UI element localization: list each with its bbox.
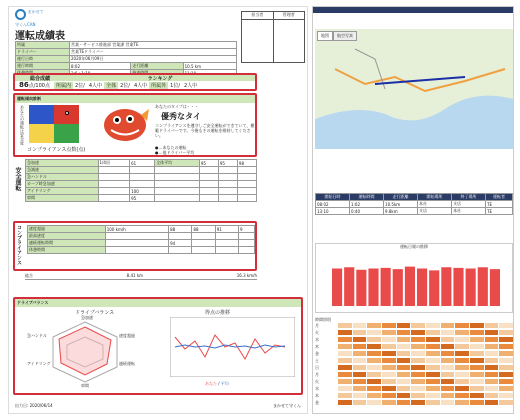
heatmap-cell [353,393,367,398]
rank-label: 所属内 [55,82,71,89]
heatmap-cell [353,323,367,328]
heatmap-cell [367,344,381,349]
heatmap-cell [338,330,352,335]
cell: 本社 [418,201,452,208]
heatmap-cell [353,337,367,342]
metric-score: 95 [130,195,155,202]
metric-score: 61 [130,160,155,167]
heatmap-cell [353,365,367,370]
trend-chart [170,317,295,377]
heatmap-cell [441,323,455,328]
summary-box [13,73,257,91]
radar-chart [45,317,125,387]
table-row[interactable] [316,201,513,208]
col-score: 98 [237,160,256,167]
heatmap-cell [353,386,367,391]
rank-count: 2人中 [184,82,198,89]
heatmap-cell [382,358,396,363]
col-header: 開始場所 [418,194,452,201]
heatmap-cell [397,351,411,356]
rank-value: 2位/ [120,82,130,89]
heatmap-cell [353,344,367,349]
box-label: 担当者 [242,12,274,19]
metric-score: 100 [130,188,155,195]
heatmap-cell [411,358,425,363]
info-value: 11:10 [183,70,236,77]
heatmap-cell [455,379,469,384]
radar-label: 連続運転 [119,361,135,366]
metric-score: 94 [169,240,192,247]
heatmap-cell [382,344,396,349]
type-name: 優秀なタイ [161,112,201,121]
y-axis-label: あなたの運転は安全度 [20,105,25,145]
heatmap-row-label: 月 [315,372,319,377]
radar-label: アイドリング [27,361,51,366]
heatmap-cell [338,344,352,349]
page-title: 運転成績表 [15,31,65,42]
heatmap-cell [499,393,513,398]
heatmap-cell [426,365,440,370]
cell: 10.5km [384,201,418,208]
heatmap-row-label: 月 [315,323,319,328]
heatmap-cell [397,379,411,384]
heatmap-cell [426,351,440,356]
heatmap-cell [426,379,440,384]
heatmap-cell [485,330,499,335]
metric-name: 急加速 [26,160,99,167]
heatmap-cell [397,400,411,405]
map-panel [315,29,513,149]
heatmap-cell [397,358,411,363]
bar [344,267,354,306]
heatmap-cell [367,393,381,398]
footer: 出力日: 2020/06/14 まかせて守くん [15,403,301,408]
heatmap-cell [367,330,381,335]
heatmap-cell [441,400,455,405]
heatmap-cell [397,330,411,335]
trend-legend: あなた / 平均 [205,381,229,386]
evaluation-heading: 運転傾向診断 [15,95,255,103]
heatmap [315,317,513,411]
metric-name: 休憩時間 [28,247,106,254]
legend-a: あなた [205,381,217,386]
metric-name: 速度超過 [28,226,106,233]
heatmap-cell [441,337,455,342]
heatmap-cell [485,372,499,377]
heatmap-cell [470,372,484,377]
heatmap-cell [499,323,513,328]
mascot-icon [101,103,149,145]
type-prefix: あなたのタイプは・・・ [155,104,199,109]
heatmap-cell [441,365,455,370]
heatmap-cell [499,379,513,384]
rank-label: 全体 [106,82,117,89]
heatmap-cell [470,323,484,328]
heatmap-cell [367,386,381,391]
heatmap-cell [382,330,396,335]
legend-avg: ●…他ドライバー平均 [155,150,195,155]
radar-label: 急加速 [81,315,93,320]
heatmap-cell [367,400,381,405]
radar-label: 速度超過 [119,333,135,338]
metric-name: 急減速 [26,167,99,174]
total-score: 86 [19,81,29,89]
heatmap-cell [397,337,411,342]
logo: まかせて 守くんCAN [15,9,44,27]
col-header: 走行距離 [384,194,418,201]
bar [381,268,391,306]
heatmap-row-label: 火 [315,379,319,384]
heatmap-cell [470,330,484,335]
heatmap-cell [411,351,425,356]
right-table [315,193,513,215]
heatmap-cell [426,386,440,391]
heatmap-cell [411,379,425,384]
heatmap-cell [455,323,469,328]
info-value: 営業TEドライバー [70,49,237,56]
heatmap-cell [499,351,513,356]
heatmap-cell [470,400,484,405]
heatmap-cell [426,323,440,328]
app-screen [312,6,514,414]
heatmap-cell [397,386,411,391]
info-value: 8:02 [70,63,131,70]
heatmap-cell [470,358,484,363]
heatmap-cell [338,337,352,342]
heatmap-cell [382,323,396,328]
summary-heading: 総合成績 [29,76,50,82]
heatmap-cell [411,337,425,342]
ranking-heading: ランキング [147,76,173,82]
radar-label: 車間 [81,383,89,388]
cell: 支店 [452,201,486,208]
heatmap-cell [426,330,440,335]
bar [356,270,366,306]
heatmap-cell [455,351,469,356]
heatmap-cell [485,365,499,370]
report-page [8,6,308,414]
heatmap-cell [455,386,469,391]
legend-b: 平均 [220,381,229,386]
heatmap-cell [441,344,455,349]
cell: 08:02 [316,201,350,208]
info-label: ドライバー [16,49,70,56]
heatmap-cell [338,400,352,405]
bar-chart [315,243,513,313]
chart-title: 運転日報の推移 [400,244,428,249]
info-label: 運行時間 [16,63,70,70]
score-unit: 点/100点 [28,82,50,89]
heatmap-cell [382,372,396,377]
bar [441,267,451,306]
heatmap-cell [411,393,425,398]
heatmap-cell [397,323,411,328]
totals-value: 16.3 km/h [236,273,257,278]
heatmap-cell [382,351,396,356]
heatmap-cell [499,386,513,391]
heatmap-cell [338,379,352,384]
heatmap-row-label: 木 [315,393,319,398]
heatmap-cell [441,393,455,398]
heatmap-cell [485,344,499,349]
heatmap-cell [441,372,455,377]
x-axis-label: コンプライアンス点数(点) [27,147,86,153]
heatmap-row-label: 水 [315,386,319,391]
legend-you: ●…あなたの運転 [155,145,187,150]
compliance-box [13,221,257,271]
heatmap-cell [485,351,499,356]
cell: TE [486,201,513,208]
heatmap-row-label: 金 [315,400,319,405]
heatmap-cell [499,337,513,342]
heatmap-cell [411,372,425,377]
heatmap-cell [455,393,469,398]
quadrant-chart [29,105,79,143]
heatmap-cell [382,379,396,384]
map-tabs [317,31,357,41]
heatmap-cell [367,323,381,328]
heatmap-cell [426,393,440,398]
heatmap-cell [367,351,381,356]
col-header: 運転者 [486,194,513,201]
heatmap-cell [470,337,484,342]
footer-brand: まかせて守くん [273,403,301,408]
info-value: 2020年06月09日 [70,56,237,63]
heatmap-cell [367,372,381,377]
rank-label: 所属外 [151,82,167,89]
heatmap-row-label: 木 [315,344,319,349]
heatmap-row-label: 火 [315,330,319,335]
heatmap-cell [455,337,469,342]
heatmap-cell [367,337,381,342]
cell: TE [486,208,513,215]
tab-satellite[interactable]: 航空写真 [333,31,357,41]
heatmap-cell [485,400,499,405]
rank-value: 2位/ [75,82,85,89]
heatmap-cell [397,372,411,377]
heatmap-cell [338,351,352,356]
heatmap-cell [485,379,499,384]
totals-value: 8.41 km [126,273,144,278]
bar [466,269,476,307]
heatmap-cell [426,344,440,349]
heatmap-cell [338,358,352,363]
info-label: 拘束時間 [131,70,183,77]
heatmap-cell [485,393,499,398]
info-label: 走行距離 [131,63,183,70]
heatmap-cell [397,365,411,370]
heatmap-cell [470,379,484,384]
heatmap-cell [353,358,367,363]
radar-title: ドライブバランス [75,310,115,316]
evaluation-box [13,93,257,157]
heatmap-cell [338,365,352,370]
heatmap-cell [353,379,367,384]
trend-title: 得点の推移 [205,310,231,316]
heatmap-cell [411,365,425,370]
heatmap-cell [353,400,367,405]
heatmap-cell [397,344,411,349]
info-table [15,41,237,77]
heatmap-cell [338,323,352,328]
bar [405,267,415,306]
heatmap-cell [455,372,469,377]
heatmap-cell [485,358,499,363]
info-value: 営業・サービス推進部 営業課 営業TE [70,42,237,49]
heatmap-cell [499,344,513,349]
heatmap-cell [397,393,411,398]
heatmap-cell [382,365,396,370]
col-score: 9 [239,226,255,233]
col-header: 開始日時 [316,194,350,201]
heatmap-cell [382,337,396,342]
totals-label: 総合 [25,273,33,278]
heatmap-cell [426,337,440,342]
heatmap-cell [382,393,396,398]
heatmap-cell [455,344,469,349]
bar [490,269,500,306]
bar [368,269,378,307]
footer-date-label: 出力日 [15,403,27,408]
bar [478,267,488,306]
cell: 13:10 [316,208,350,215]
cell: 支店 [418,208,452,215]
compliance-vertical-label: コンプライアンス [16,225,22,265]
avg-label: 全体平均 [155,160,200,167]
box-label: 管理者 [282,12,295,17]
col-header: 終了場所 [452,194,486,201]
heatmap-cell [338,393,352,398]
col-score: 95 [218,160,237,167]
heatmap-cell [382,400,396,405]
heatmap-cell [499,400,513,405]
rank-value: 1位/ [170,82,181,89]
col-header: 運転時間 [350,194,384,201]
heatmap-cell [470,386,484,391]
heatmap-cell [441,330,455,335]
heatmap-cell [426,358,440,363]
col-score: 95 [199,160,218,167]
heatmap-cell [485,323,499,328]
table-row[interactable] [316,208,513,215]
heatmap-cell [499,330,513,335]
heatmap-cell [411,330,425,335]
heatmap-cell [499,365,513,370]
bar [429,270,439,306]
info-label: 運行日時 [16,56,70,63]
info-value: 2:6 : 1:18 [70,70,131,77]
heatmap-cell [441,379,455,384]
heatmap-cell [338,386,352,391]
safety-table [13,159,257,202]
heatmap-cell [367,358,381,363]
driver-dot [65,111,69,115]
balance-heading: ドライブバランス [15,299,301,307]
col-score: 91 [215,226,238,233]
info-label: 休憩時間 [16,70,70,77]
cell: 1:02 [350,201,384,208]
heatmap-cell [426,372,440,377]
heatmap-cell [455,330,469,335]
heatmap-cell [441,351,455,356]
heatmap-cell [382,386,396,391]
bar [393,269,403,306]
heatmap-row-label: 日 [315,365,319,370]
info-value: 10.5 km [183,63,236,70]
heatmap-cell [499,372,513,377]
metric-name: アイドリング [26,188,99,195]
metric-name: 急ハンドル [26,174,99,181]
col-score: 88 [192,226,215,233]
heatmap-cell [411,400,425,405]
heatmap-cell [426,400,440,405]
heatmap-cell [455,358,469,363]
heatmap-cell [470,365,484,370]
heatmap-row-label: 水 [315,337,319,342]
bar-chart-svg [316,250,512,312]
rank-count: 4人中 [133,82,148,89]
metric-name: 車間 [26,195,99,202]
tab-map[interactable]: 地図 [317,31,333,41]
bar [453,268,463,306]
heatmap-row-label: 土 [315,358,319,363]
metric-score: 88 [169,226,192,233]
info-label: 所属 [16,42,70,49]
heatmap-cell [367,365,381,370]
radar-label: 急ハンドル [27,333,47,338]
heatmap-cell [353,330,367,335]
heatmap-cell [411,344,425,349]
safety-vertical-label: 安全運転 [14,167,21,191]
heatmap-cell [411,386,425,391]
bar [417,269,427,307]
heatmap-cell [367,379,381,384]
heatmap-cell [470,351,484,356]
heatmap-cell [441,358,455,363]
rank-count: 4人中 [88,82,103,89]
heatmap-cell [485,386,499,391]
metric-name: 連続運転時間 [28,240,106,247]
heatmap-row-label: 金 [315,351,319,356]
metric-value: 100 km/h [105,226,168,233]
approval-boxes [241,11,305,63]
cell: 0:40 [350,208,384,215]
heatmap-cell [411,323,425,328]
heatmap-cell [338,372,352,377]
cell: 9.8km [384,208,418,215]
metric-value: 1/4回 [98,160,130,167]
heatmap-cell [353,351,367,356]
heatmap-cell [455,400,469,405]
balance-box [13,297,303,395]
heatmap-title: 時間帯別 [315,317,331,322]
heatmap-cell [441,386,455,391]
heatmap-cell [353,372,367,377]
heatmap-cell [470,344,484,349]
heatmap-cell [499,358,513,363]
heatmap-cell [470,393,484,398]
bar [332,269,342,307]
footer-date: 2020/06/14 [29,403,53,408]
heatmap-cell [485,337,499,342]
type-comment: コンプライアンスを遵守しご安全運転ができていて、模範ドライバーです。今後もその運転を維持してください。 [155,123,255,138]
heatmap-cell [455,365,469,370]
metric-name: 最高速度 [28,233,106,240]
totals-row [25,273,257,280]
metric-name: カーブ時急加速 [26,181,99,188]
cell: 本社 [452,208,486,215]
